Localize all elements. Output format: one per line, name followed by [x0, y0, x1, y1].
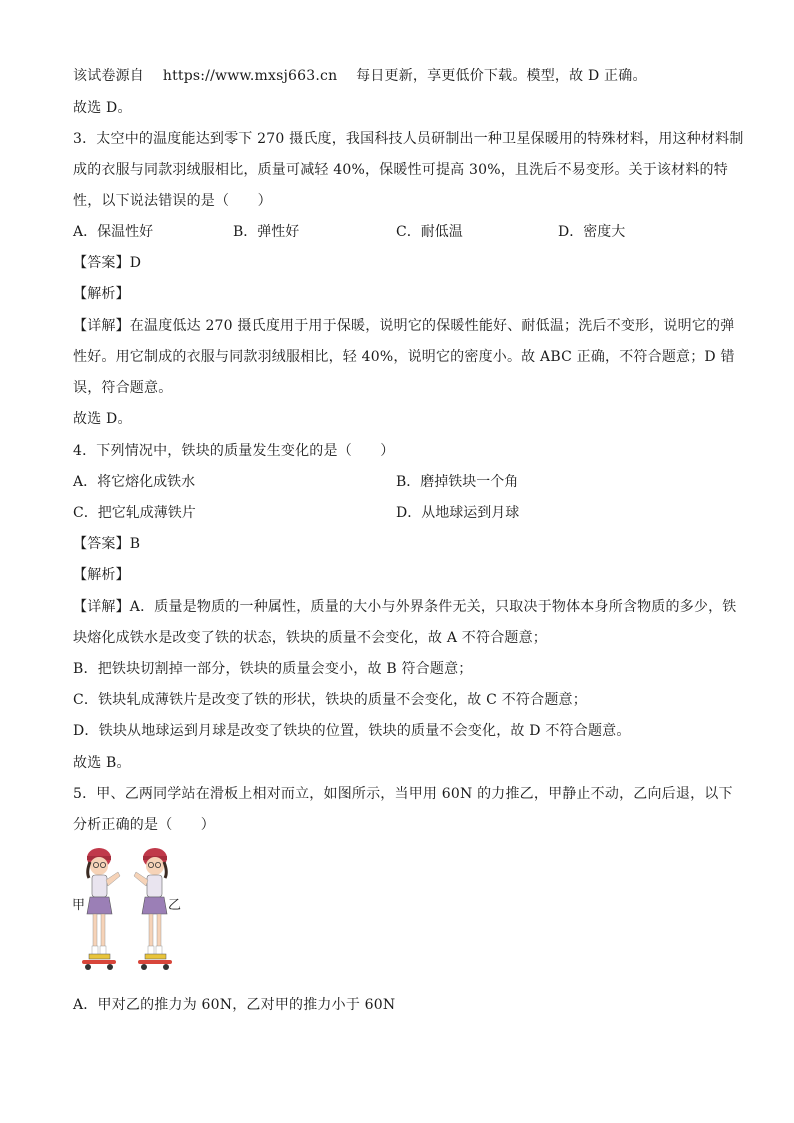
q4-option-d: D．从地球运到月球: [396, 505, 520, 521]
source-line: 该试卷源自 https://www.mxsj663.cn 每日更新，享更低价下载。模型，故 D 正确。: [73, 68, 647, 84]
q5-stem-line-2: 分析正确的是（ ）: [73, 817, 215, 833]
q4-detail-line-4: C．铁块轧成薄铁片是改变了铁的形状，铁块的质量不会变化，故 C 不符合题意；: [73, 692, 587, 708]
q5-stem-line-1: 5．甲、乙两同学站在滑板上相对而立，如图所示，当甲用 60N 的力推乙，甲静止不动，乙向后退，以下: [73, 786, 733, 802]
q4-analysis-heading: 【解析】: [73, 567, 130, 583]
q3-choose: 故选 D。: [73, 411, 132, 427]
student-yi: [134, 848, 172, 970]
q3-option-d: D．密度大: [558, 224, 626, 240]
q3-stem-line-2: 成的衣服与同款羽绒服相比，质量可减轻 40%，保暖性可提高 30%，且洗后不易变形。关于该材料的特: [73, 162, 728, 178]
q3-stem-line-3: 性，以下说法错误的是（ ）: [73, 193, 272, 209]
q3-analysis-heading: 【解析】: [73, 286, 130, 302]
q4-detail-line-2: 块熔化成铁水是改变了铁的状态，铁块的质量不会变化，故 A 不符合题意；: [73, 630, 548, 646]
q3-option-a: A．保温性好: [73, 224, 154, 240]
q4-option-b: B．磨掉铁块一个角: [396, 474, 519, 490]
q5-option-a: A．甲对乙的推力为 60N，乙对甲的推力小于 60N: [73, 997, 396, 1013]
q3-detail-line-2: 性好。用它制成的衣服与同款羽绒服相比，轻 40%，说明它的密度小。故 ABC 正确，不符合题意；D 错: [73, 349, 735, 365]
q4-detail-line-5: D．铁块从地球运到月球是改变了铁块的位置，铁块的质量不会变化，故 D 不符合题意。: [73, 723, 631, 739]
q4-choose: 故选 B。: [73, 755, 131, 771]
label-yi: 乙: [168, 898, 182, 913]
q4-option-a: A．将它熔化成铁水: [73, 474, 196, 490]
choose-line: 故选 D。: [73, 100, 132, 116]
student-jia: [82, 848, 120, 970]
q3-stem-line-1: 3．太空中的温度能达到零下 270 摄氏度，我国科技人员研制出一种卫星保暖用的特殊材料，用这种材料制: [73, 131, 744, 147]
q3-option-b: B．弹性好: [233, 224, 300, 240]
skateboard-figure: [72, 842, 182, 982]
q3-detail-line-1: 【详解】在温度低达 270 摄氏度用于用于保暖，说明它的保暖性能好、耐低温；洗后不变形，说明它的弹: [73, 318, 735, 334]
label-jia: 甲: [72, 898, 86, 913]
q4-stem: 4．下列情况中，铁块的质量发生变化的是（ ）: [73, 443, 395, 459]
q4-detail-line-1: 【详解】A．质量是物质的一种属性，质量的大小与外界条件无关，只取决于物体本身所含物质的多少，铁: [73, 599, 737, 615]
q4-answer: 【答案】B: [73, 536, 141, 552]
q3-answer: 【答案】D: [73, 255, 142, 271]
two-students-illustration: [72, 842, 182, 982]
q3-detail-line-3: 误，符合题意。: [73, 380, 173, 396]
q4-option-c: C．把它轧成薄铁片: [73, 505, 196, 521]
q4-detail-line-3: B．把铁块切割掉一部分，铁块的质量会变小，故 B 符合题意；: [73, 661, 473, 677]
q3-option-c: C．耐低温: [396, 224, 463, 240]
